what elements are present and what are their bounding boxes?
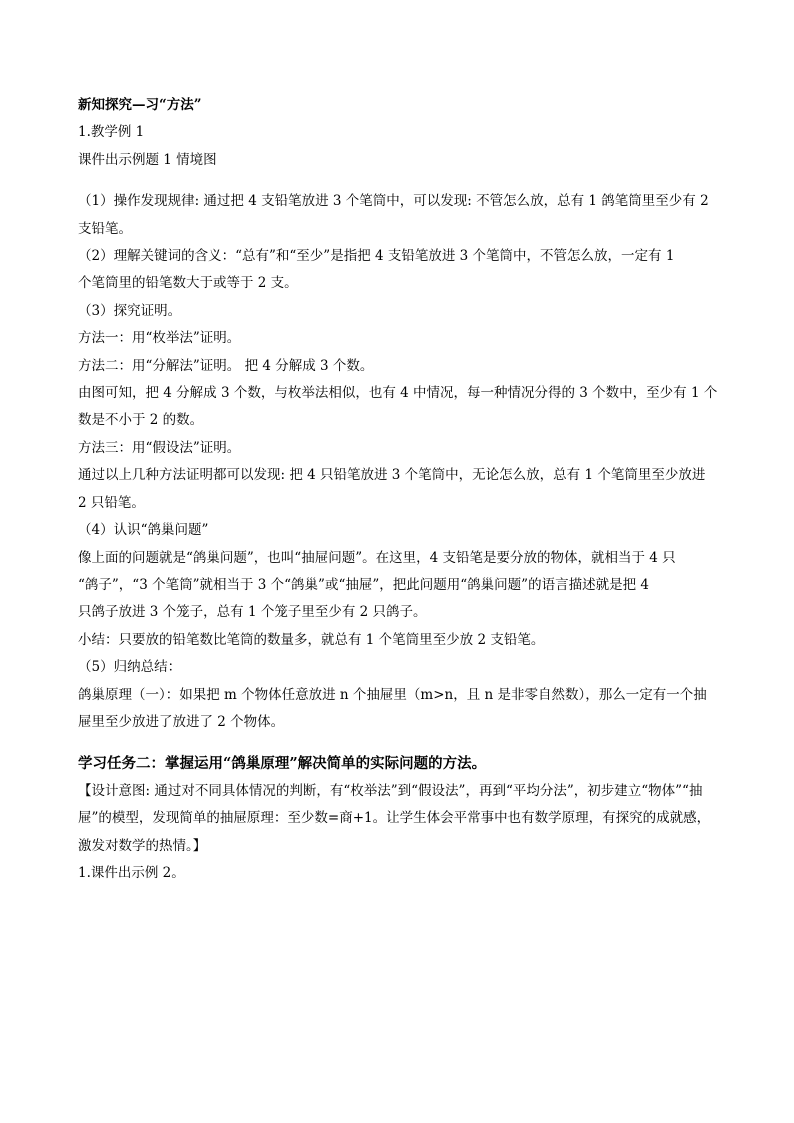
paragraph-line: 方法一：用“枚举法”证明。 bbox=[78, 330, 241, 347]
paragraph-line: 像上面的问题就是“鸽巢问题”，也叫“抽屉问题”。在这里，4 支铅笔是要分放的物体，就相当于 4 只 bbox=[78, 549, 676, 566]
paragraph-line: 个笔筒里的铅笔数大于或等于 2 支。 bbox=[78, 275, 298, 292]
paragraph-line: （1）操作发现规律: 通过把 4 支铅笔放进 3 个笔筒中，可以发现: 不管怎么放，总有 1 鸽笔筒里至少有 2 bbox=[78, 193, 709, 210]
example-title: 1.教学例 1 bbox=[78, 124, 145, 141]
paragraph-line: 只鸽子放进 3 个笼子，总有 1 个笼子里至少有 2 只鸽子。 bbox=[78, 604, 427, 621]
section-heading: 新知探究—习“方法” bbox=[78, 97, 202, 113]
paragraph-line: （3）探究证明。 bbox=[78, 302, 182, 319]
document-page bbox=[78, 92, 724, 887]
example-title: 1.课件出示例 2。 bbox=[78, 864, 185, 881]
paragraph-line: 由图可知，把 4 分解成 3 个数，与枚举法相似，也有 4 中情况，每一种情况分得的 3 个数中，至少有 1 个 bbox=[78, 385, 718, 402]
paragraph-line: 方法三：用“假设法”证明。 bbox=[78, 439, 241, 456]
paragraph-line: （2）理解关键词的含义：“总有”和“至少”是指把 4 支铅笔放进 3 个笔筒中，不管怎么放，一定有 1 bbox=[78, 248, 675, 265]
paragraph-line: 支铅笔。 bbox=[78, 220, 132, 237]
paragraph-line: 屉里至少放进了放进了 2 个物体。 bbox=[78, 713, 285, 730]
paragraph-line: 方法二：用“分解法”证明。 把 4 分解成 3 个数。 bbox=[78, 357, 374, 374]
intro-line: 课件出示例题 1 情境图 bbox=[78, 151, 217, 168]
paragraph-line: （4）认识“鸽巢问题” bbox=[78, 522, 209, 539]
design-intent-line: 屉”的模型，发现简单的抽屉原理：至少数=商+1。让学生体会平常事中也有数学原理，有探究的成就感， bbox=[78, 810, 711, 827]
spacer bbox=[78, 174, 724, 188]
paragraph-line: “鸽子”，“3 个笔筒”就相当于 3 个“鸽巢”或“抽屉”，把此问题用“鸽巢问题”的语言描述就是把 4 bbox=[78, 576, 649, 593]
design-intent-line: 【设计意图: 通过对不同具体情况的判断，有“枚举法”到“假设法”，再到“平均分法”，初步建立“物体”“抽 bbox=[78, 782, 703, 799]
paragraph-line: 数是不小于 2 的数。 bbox=[78, 412, 204, 429]
paragraph-line: 通过以上几种方法证明都可以发现: 把 4 只铅笔放进 3 个笔筒中，无论怎么放，总有 1 个笔筒里至少放进 bbox=[78, 467, 706, 484]
spacer bbox=[78, 736, 724, 750]
task-heading: 学习任务二：掌握运用“鸽巢原理”解决简单的实际问题的方法。 bbox=[78, 755, 487, 773]
paragraph-line: （5）归纳总结： bbox=[78, 659, 182, 676]
design-intent-line: 激发对数学的热情。】 bbox=[78, 837, 207, 854]
paragraph-line: 鸽巢原理（一）：如果把 m 个物体任意放进 n 个抽屉里（m>n，且 n 是非零自然数），那么一定有一个抽 bbox=[78, 686, 707, 703]
paragraph-line: 2 只铅笔。 bbox=[78, 494, 145, 511]
paragraph-line: 小结：只要放的铅笔数比笔筒的数量多，就总有 1 个笔筒里至少放 2 支铅笔。 bbox=[78, 631, 545, 648]
